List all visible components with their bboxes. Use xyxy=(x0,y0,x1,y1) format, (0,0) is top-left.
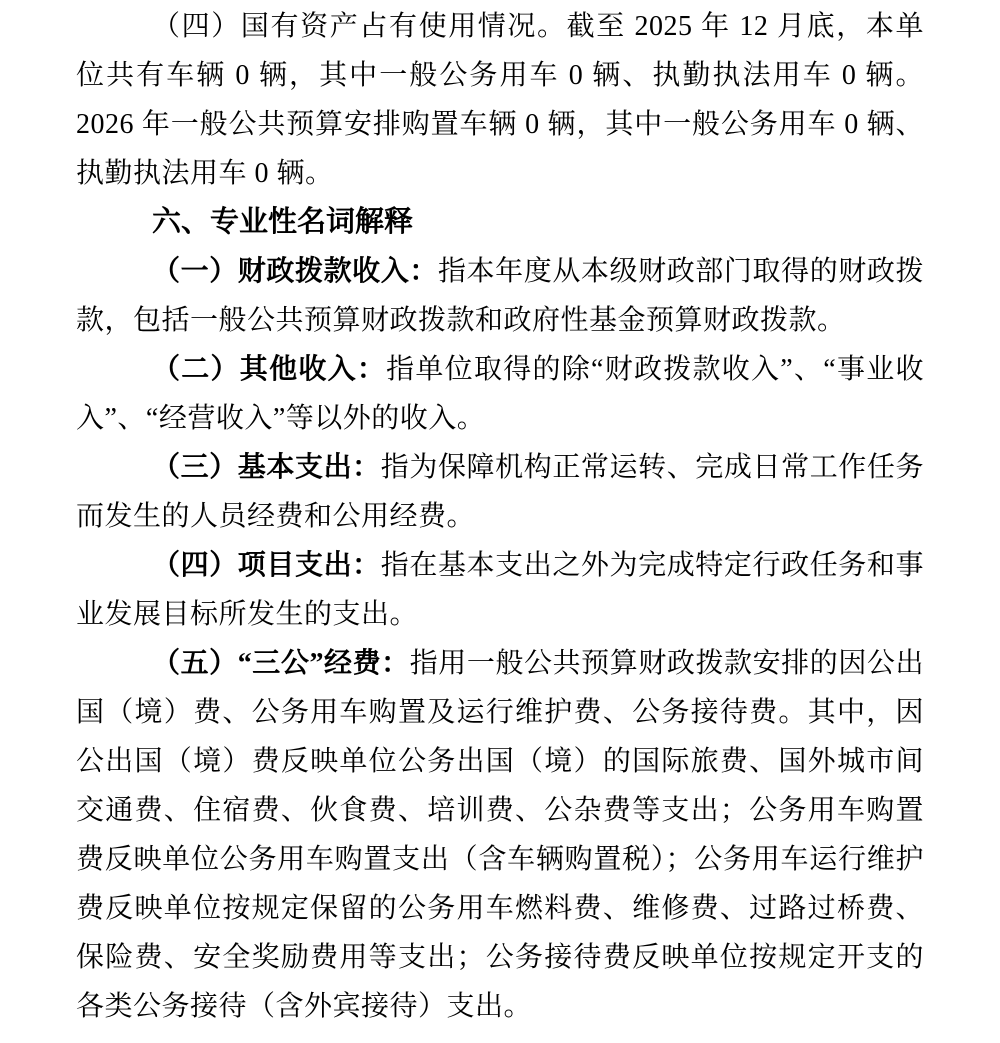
para-state-assets-text: 截至 2025 年 12 月底，本单位共有车辆 0 辆，其中一般公务用车 0 辆、执勤执法用车 0 辆。2026 年一般公共预算安排购置车辆 0 辆，其中一般公务用车 0 辆、执勤执法用车 0 辆。 xyxy=(76,11,924,189)
term-basic-expenditure-label: （三）基本支出： xyxy=(152,452,381,483)
para-term-basic-expenditure xyxy=(76,443,924,541)
heading-terminology: 六、专业性名词解释 xyxy=(152,206,414,238)
term-three-public-funds-definition: 指用一般公共预算财政拨款安排的因公出国（境）费、公务用车购置及运行维护费、公务接待费。其中，因公出国（境）费反映单位公务出国（境）的国际旅费、国外城市间交通费、住宿费、伙食费、培训费、公杂费等支出；公务用车购置费反映单位公务用车购置支出（含车辆购置税）；公务用车运行维护费反映单位按规定保留的公务用车燃料费、维修费、过路过桥费、保险费、安全奖励费用等支出；公务接待费反映单位按规定开支的各类公务接待（含外宾接待）支出。 xyxy=(76,648,924,1022)
term-other-income-definition: 指单位取得的除“财政拨款收入”、“事业收入”、“经营收入”等以外的收入。 xyxy=(76,354,924,434)
para-term-project-expenditure xyxy=(76,541,924,639)
term-basic-expenditure-definition: 指为保障机构正常运转、完成日常工作任务而发生的人员经费和公用经费。 xyxy=(76,452,924,532)
para-state-assets-usage xyxy=(76,2,924,198)
term-fiscal-appropriation-income-definition: 指本年度从本级财政部门取得的财政拨款，包括一般公共预算财政拨款和政府性基金预算财政拨款。 xyxy=(76,256,924,336)
term-project-expenditure-definition: 指在基本支出之外为完成特定行政任务和事业发展目标所发生的支出。 xyxy=(76,550,924,630)
para-term-three-public-funds xyxy=(76,639,924,1031)
term-other-income-label: （二）其他收入： xyxy=(152,354,387,385)
term-project-expenditure-label: （四）项目支出： xyxy=(152,550,381,581)
term-fiscal-appropriation-income-label: （一）财政拨款收入： xyxy=(152,256,438,287)
para-state-assets-lead: （四）国有资产占有使用情况。 xyxy=(152,11,567,42)
para-term-fiscal-appropriation-income xyxy=(76,247,924,345)
para-term-other-income xyxy=(76,345,924,443)
term-three-public-funds-label: （五）“三公”经费： xyxy=(152,648,410,679)
